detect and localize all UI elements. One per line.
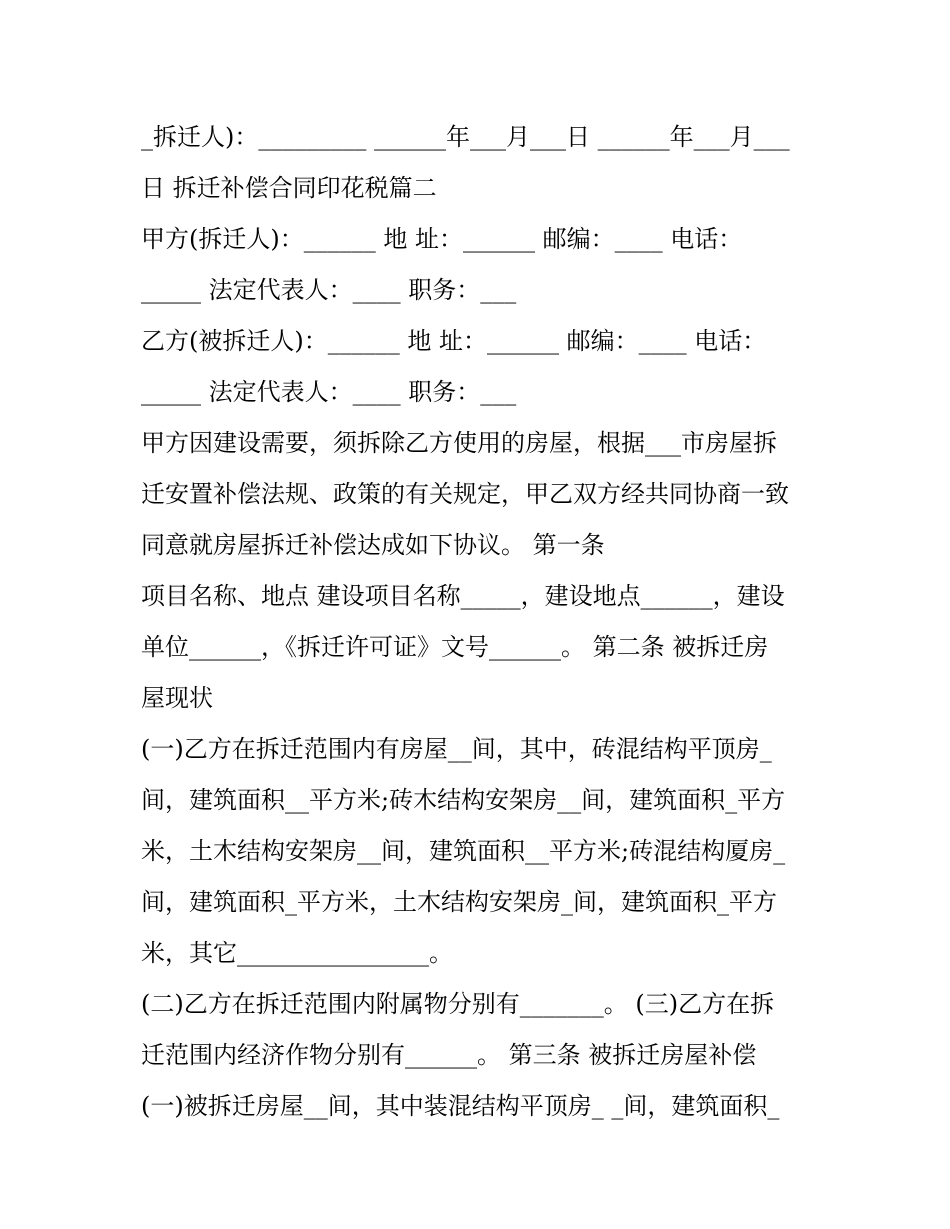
text-line: 屋现状 [141, 684, 213, 712]
text-line: 迁范围内经济作物分别有______。 第三条 被拆迁房屋补偿 [141, 1041, 757, 1069]
text-line: 米，其它________________。 [141, 939, 453, 967]
text-line: (一)被拆迁房屋__间，其中装混结构平顶房_ _间，建筑面积_ [141, 1092, 780, 1120]
text-line: 米，土木结构安架房__间，建筑面积__平方米;砖混结构厦房_ [141, 837, 786, 865]
text-line: 间，建筑面积__平方米;砖木结构安架房__间，建筑面积_平方 [141, 786, 786, 814]
text-line: 间，建筑面积_平方米，土木结构安架房_间，建筑面积_平方 [141, 888, 777, 916]
text-line: (一)乙方在拆迁范围内有房屋__间，其中，砖混结构平顶房_ [141, 735, 772, 763]
text-line: 单位______，《拆迁许可证》文号______。 第二条 被拆迁房 [141, 633, 769, 661]
text-line: (二)乙方在拆迁范围内附属物分别有_______。 (三)乙方在拆 [141, 990, 775, 1018]
text-line: 迁安置补偿法规、政策的有关规定，甲乙双方经共同协商一致 [141, 480, 789, 508]
text-line: 项目名称、地点 建设项目名称_____，建设地点______，建设 [141, 582, 785, 610]
text-line: 甲方因建设需要，须拆除乙方使用的房屋，根据___市房屋拆 [141, 429, 777, 457]
text-line: 甲方(拆迁人)：______ 地 址：______ 邮编：____ 电话： [141, 225, 743, 253]
contract-text [141, 112, 821, 1132]
text-line: _____ 法定代表人：____ 职务：___ [141, 276, 517, 304]
text-line: _拆迁人)：_________ ______年___月___日 ______年___月___ [141, 123, 790, 151]
section-heading: 日 拆迁补偿合同印花税篇二 [141, 174, 437, 202]
text-line: 乙方(被拆迁人)：______ 地 址：______ 邮编：____ 电话： [141, 327, 767, 355]
text-line: _____ 法定代表人：____ 职务：___ [141, 378, 517, 406]
text-line: 同意就房屋拆迁补偿达成如下协议。 第一条 [141, 531, 605, 559]
